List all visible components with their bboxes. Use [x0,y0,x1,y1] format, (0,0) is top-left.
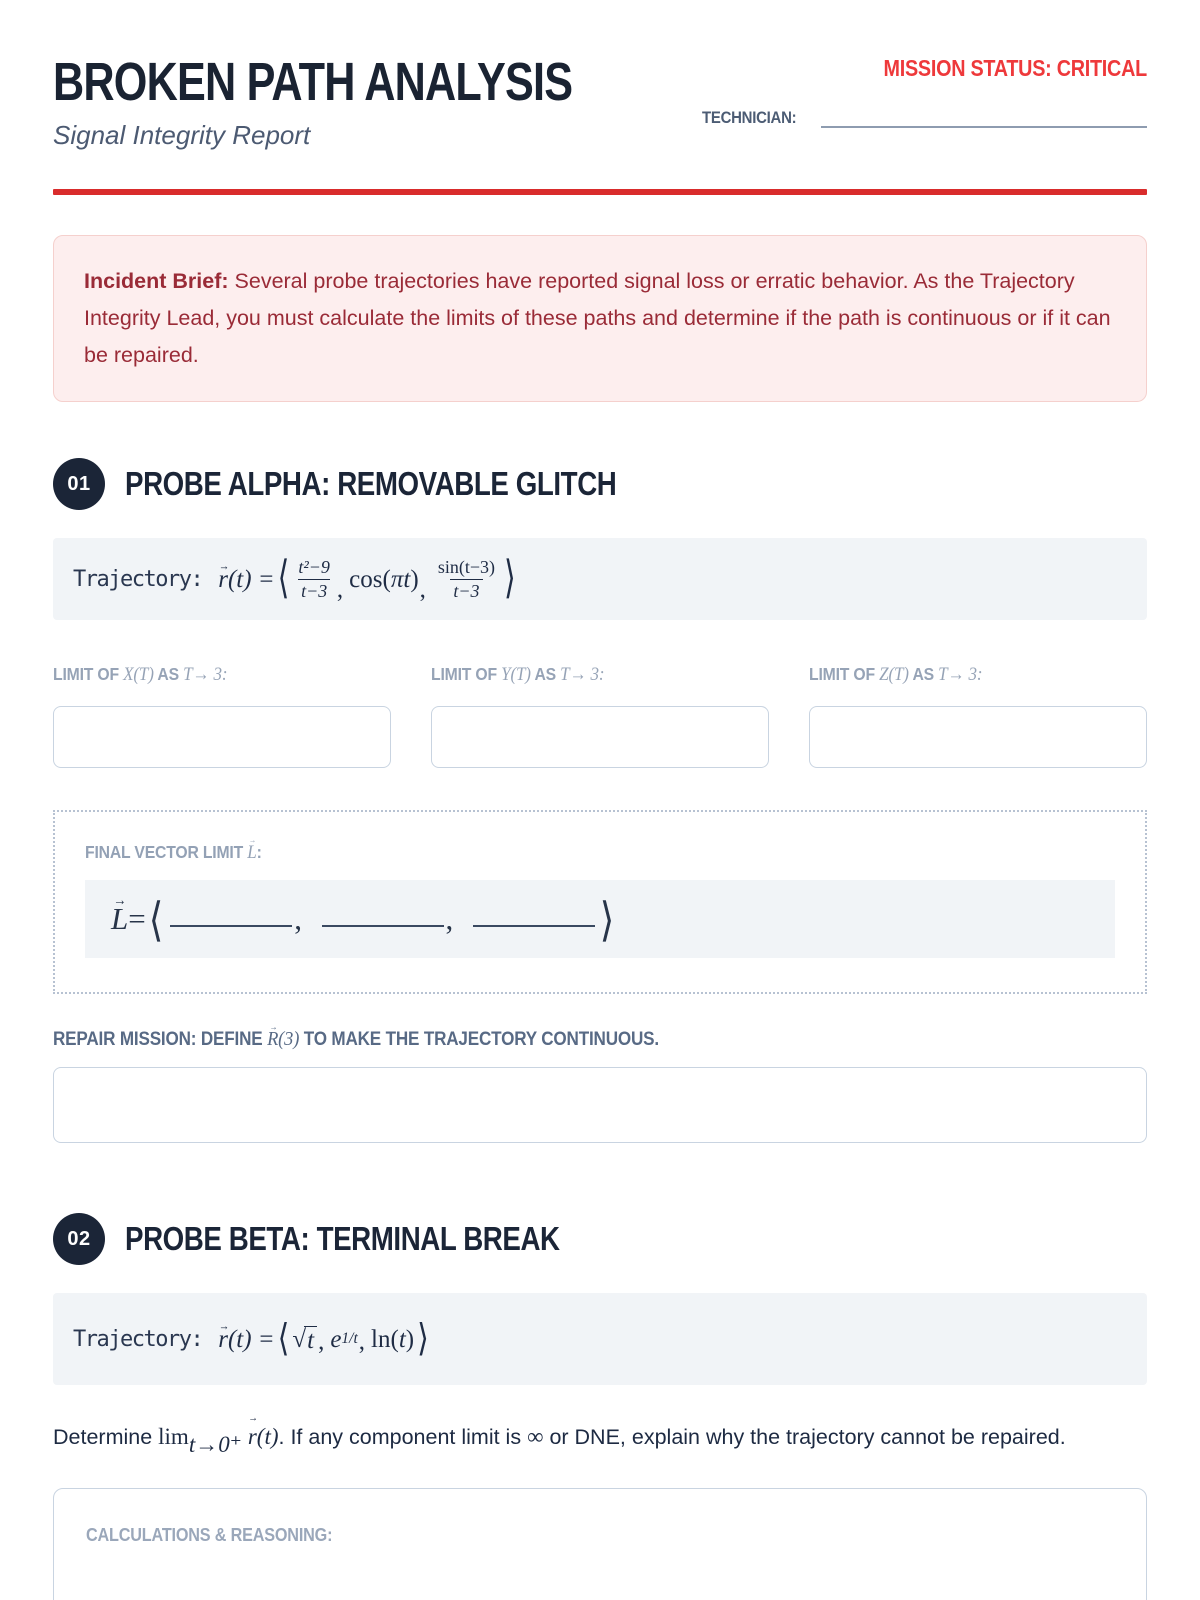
section-number-badge-01: 01 [53,458,105,510]
incident-brief-callout [53,235,1147,402]
calculations-label: CALCULATIONS & REASONING: [86,1525,333,1546]
vector-blank-3[interactable] [473,925,595,928]
limit-label-y: LIMIT OF Y(T) AS T→ 3: [431,664,605,685]
limit-field-y [431,664,769,768]
final-vector-box [53,810,1147,994]
header [53,52,1147,151]
limits-grid [53,664,1147,768]
page-title: BROKEN PATH ANALYSIS [53,52,573,112]
left-angle-bracket: ⟨ [277,1316,290,1361]
technician-write-line[interactable] [821,104,1147,128]
header-left [53,52,702,151]
vector-blank-2[interactable] [322,925,444,928]
alpha-formula-math: r → (t) = ⟨ $\frac{\text{t²−9}}{t-3}$ , cos( πt ) , $\frac{\sin(t-3)}{t-3}$ ⟩ [218,556,519,602]
trajectory-formula-alpha [53,538,1147,620]
technician-row [702,104,1147,128]
lim-subscript: t→0⁺ [188,1432,242,1458]
trajectory-formula-beta [53,1293,1147,1385]
limit-label-x: LIMIT OF X(T) AS T→ 3: [53,664,228,685]
mission-status-badge: MISSION STATUS: CRITICAL [883,55,1147,81]
limit-input-y[interactable] [431,706,769,768]
left-angle-bracket: ⟨ [148,891,164,947]
final-vector-label: FINAL VECTOR LIMIT L →: [85,842,1012,864]
section-beta-header [53,1213,1147,1265]
limit-label-z: LIMIT OF Z(T) AS T→ 3: [809,664,983,685]
vector-L: L → [111,901,128,937]
infinity-symbol: ∞ [527,1424,544,1449]
beta-formula-math: r → (t) = ⟨ √ t , e 1/t , ln( t ) ⟩ [218,1324,432,1354]
repair-mission-label: REPAIR MISSION: DEFINE R →(3) TO MAKE THE TRAJECTORY CONTINUOUS. [53,1028,1038,1051]
final-vector-formula: L → = ⟨ , , ⟩ [85,880,1115,958]
section-title-beta: PROBE BETA: TERMINAL BREAK [125,1220,560,1257]
right-angle-bracket: ⟩ [504,552,516,605]
repair-answer-input[interactable] [53,1067,1147,1143]
radical-sign: √ [292,1325,307,1353]
left-angle-bracket: ⟨ [277,552,290,605]
right-angle-bracket: ⟩ [599,891,615,947]
x-component-fraction: $\frac{\text{t²−9}}{t-3}$ [298,557,330,601]
header-right [702,55,1147,128]
trajectory-label: Trajectory: [73,1326,203,1352]
page-subtitle: Signal Integrity Report [53,120,311,150]
calculations-box[interactable] [53,1488,1147,1600]
section-title-alpha: PROBE ALPHA: REMOVABLE GLITCH [125,465,617,502]
technician-label: TECHNICIAN: [702,108,797,127]
trajectory-label: Trajectory: [73,566,203,592]
limit-field-z [809,664,1147,768]
z-component-fraction: $\frac{\sin(t-3)}{t-3}$ [437,557,496,601]
limit-input-z[interactable] [809,706,1147,768]
limit-field-x [53,664,391,768]
limit-input-x[interactable] [53,706,391,768]
incident-brief-text: Several probe trajectories have reported signal loss or erratic behavior. As the Trajectory Integrity Lead, you must calculate the limits of these paths and determine if the path is continuous or if it can be repaired. [84,269,1111,367]
right-angle-bracket: ⟩ [417,1316,429,1361]
vector-blank-1[interactable] [170,925,292,928]
incident-brief-label: Incident Brief: [84,269,229,293]
vector-r: r → [248,1419,257,1454]
header-divider-rule [53,189,1147,195]
lim-operator: lim [158,1424,189,1449]
section-number-badge-02: 02 [53,1213,105,1265]
beta-prompt-text: Determine limt→0⁺ r →(t). If any component limit is ∞ or DNE, explain why the trajectory cannot be repaired. [53,1419,1147,1462]
section-alpha-header [53,458,1147,510]
